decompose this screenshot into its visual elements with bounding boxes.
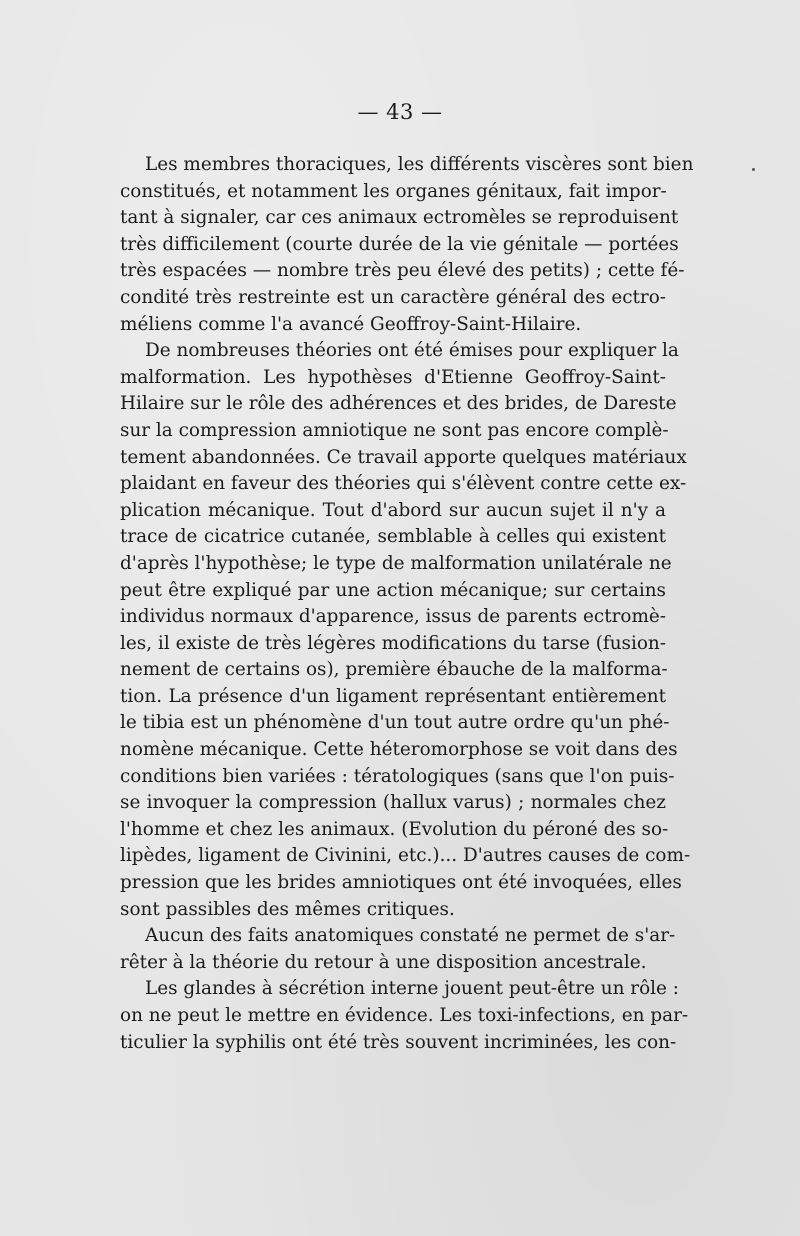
text-line: Les glandes à sécrétion interne jouent peut-être un rôle : [145,978,679,1000]
text-line: Les membres thoraciques, les différents viscères sont bien [145,154,694,175]
text-line: sur la compression amniotique ne sont pas encore complè- [120,419,669,441]
text-line: malformation. Les hypothèses d'Etienne Geoffroy-Saint- [120,366,666,388]
paragraph-thoracic-members [120,152,694,338]
text-line: très difficilement (courte durée de la vie génitale — portées [120,233,679,255]
paragraph-anatomical-facts [120,923,676,976]
text-line: pression que les brides amniotiques ont été invoquées, elles [120,872,682,894]
body-text [120,152,694,1056]
text-line: condité très restreinte est un caractère général des ectro- [120,286,666,308]
text-line: tant à signaler, car ces animaux ectromèles se reproduisent [120,207,679,229]
text-line: ticulier la syphilis ont été très souvent incriminées, les con- [120,1031,677,1053]
text-line: l'homme et chez les animaux. (Evolution du péroné des so- [120,818,669,840]
text-line: De nombreuses théories ont été émises pour expliquer la [145,340,679,362]
text-line: on ne peut le mettre en évidence. Les toxi-infections, en par- [120,1005,689,1026]
text-line: sont passibles des mêmes critiques. [120,898,455,920]
paragraph-glands [120,976,689,1056]
text-line: individus normaux d'apparence, issus de parents ectromè- [120,606,666,628]
text-line: peut être expliqué par une action mécanique; sur certains [120,579,666,601]
text-line: plication mécanique. Tout d'abord sur aucun sujet il n'y a [120,499,666,521]
ink-speck [752,168,755,171]
text-line: d'après l'hypothèse; le type de malformation unilatérale ne [120,552,672,574]
text-line: très espacées — nombre très peu élevé des petits) ; cette fé- [120,260,685,282]
text-line: nement de certains os), première ébauche de la malforma- [120,659,668,681]
text-line: méliens comme l'a avancé Geoffroy-Saint-Hilaire. [120,313,582,335]
text-line: trace de cicatrice cutanée, semblable à celles qui existent [120,526,666,548]
text-line: Hilaire sur le rôle des adhérences et des brides, de Dareste [120,393,677,415]
text-line: Aucun des faits anatomiques constaté ne permet de s'ar- [145,925,676,947]
text-line: conditions bien variées : tératologiques (sans que l'on puis- [120,765,675,787]
text-line: le tibia est un phénomène d'un tout autre ordre qu'un phé- [120,712,670,734]
text-line: les, il existe de très légères modifications du tarse (fusion- [120,632,666,654]
page-number: — 43 — [357,100,443,124]
text-line: nomène mécanique. Cette héteromorphose se voit dans des [120,739,678,761]
text-line: lipèdes, ligament de Civinini, etc.)... D'autres causes de com- [120,845,691,867]
text-line: plaidant en faveur des théories qui s'élèvent contre cette ex- [120,473,687,495]
text-line: rêter à la théorie du retour à une disposition ancestrale. [120,951,647,973]
text-line: tement abandonnées. Ce travail apporte quelques matériaux [120,446,687,468]
text-line: constitués, et notamment les organes génitaux, fait impor- [120,180,667,202]
paragraph-theories [120,338,691,923]
text-line: se invoquer la compression (hallux varus) ; normales chez [120,792,666,814]
text-line: tion. La présence d'un ligament représentant entièrement [120,685,666,707]
